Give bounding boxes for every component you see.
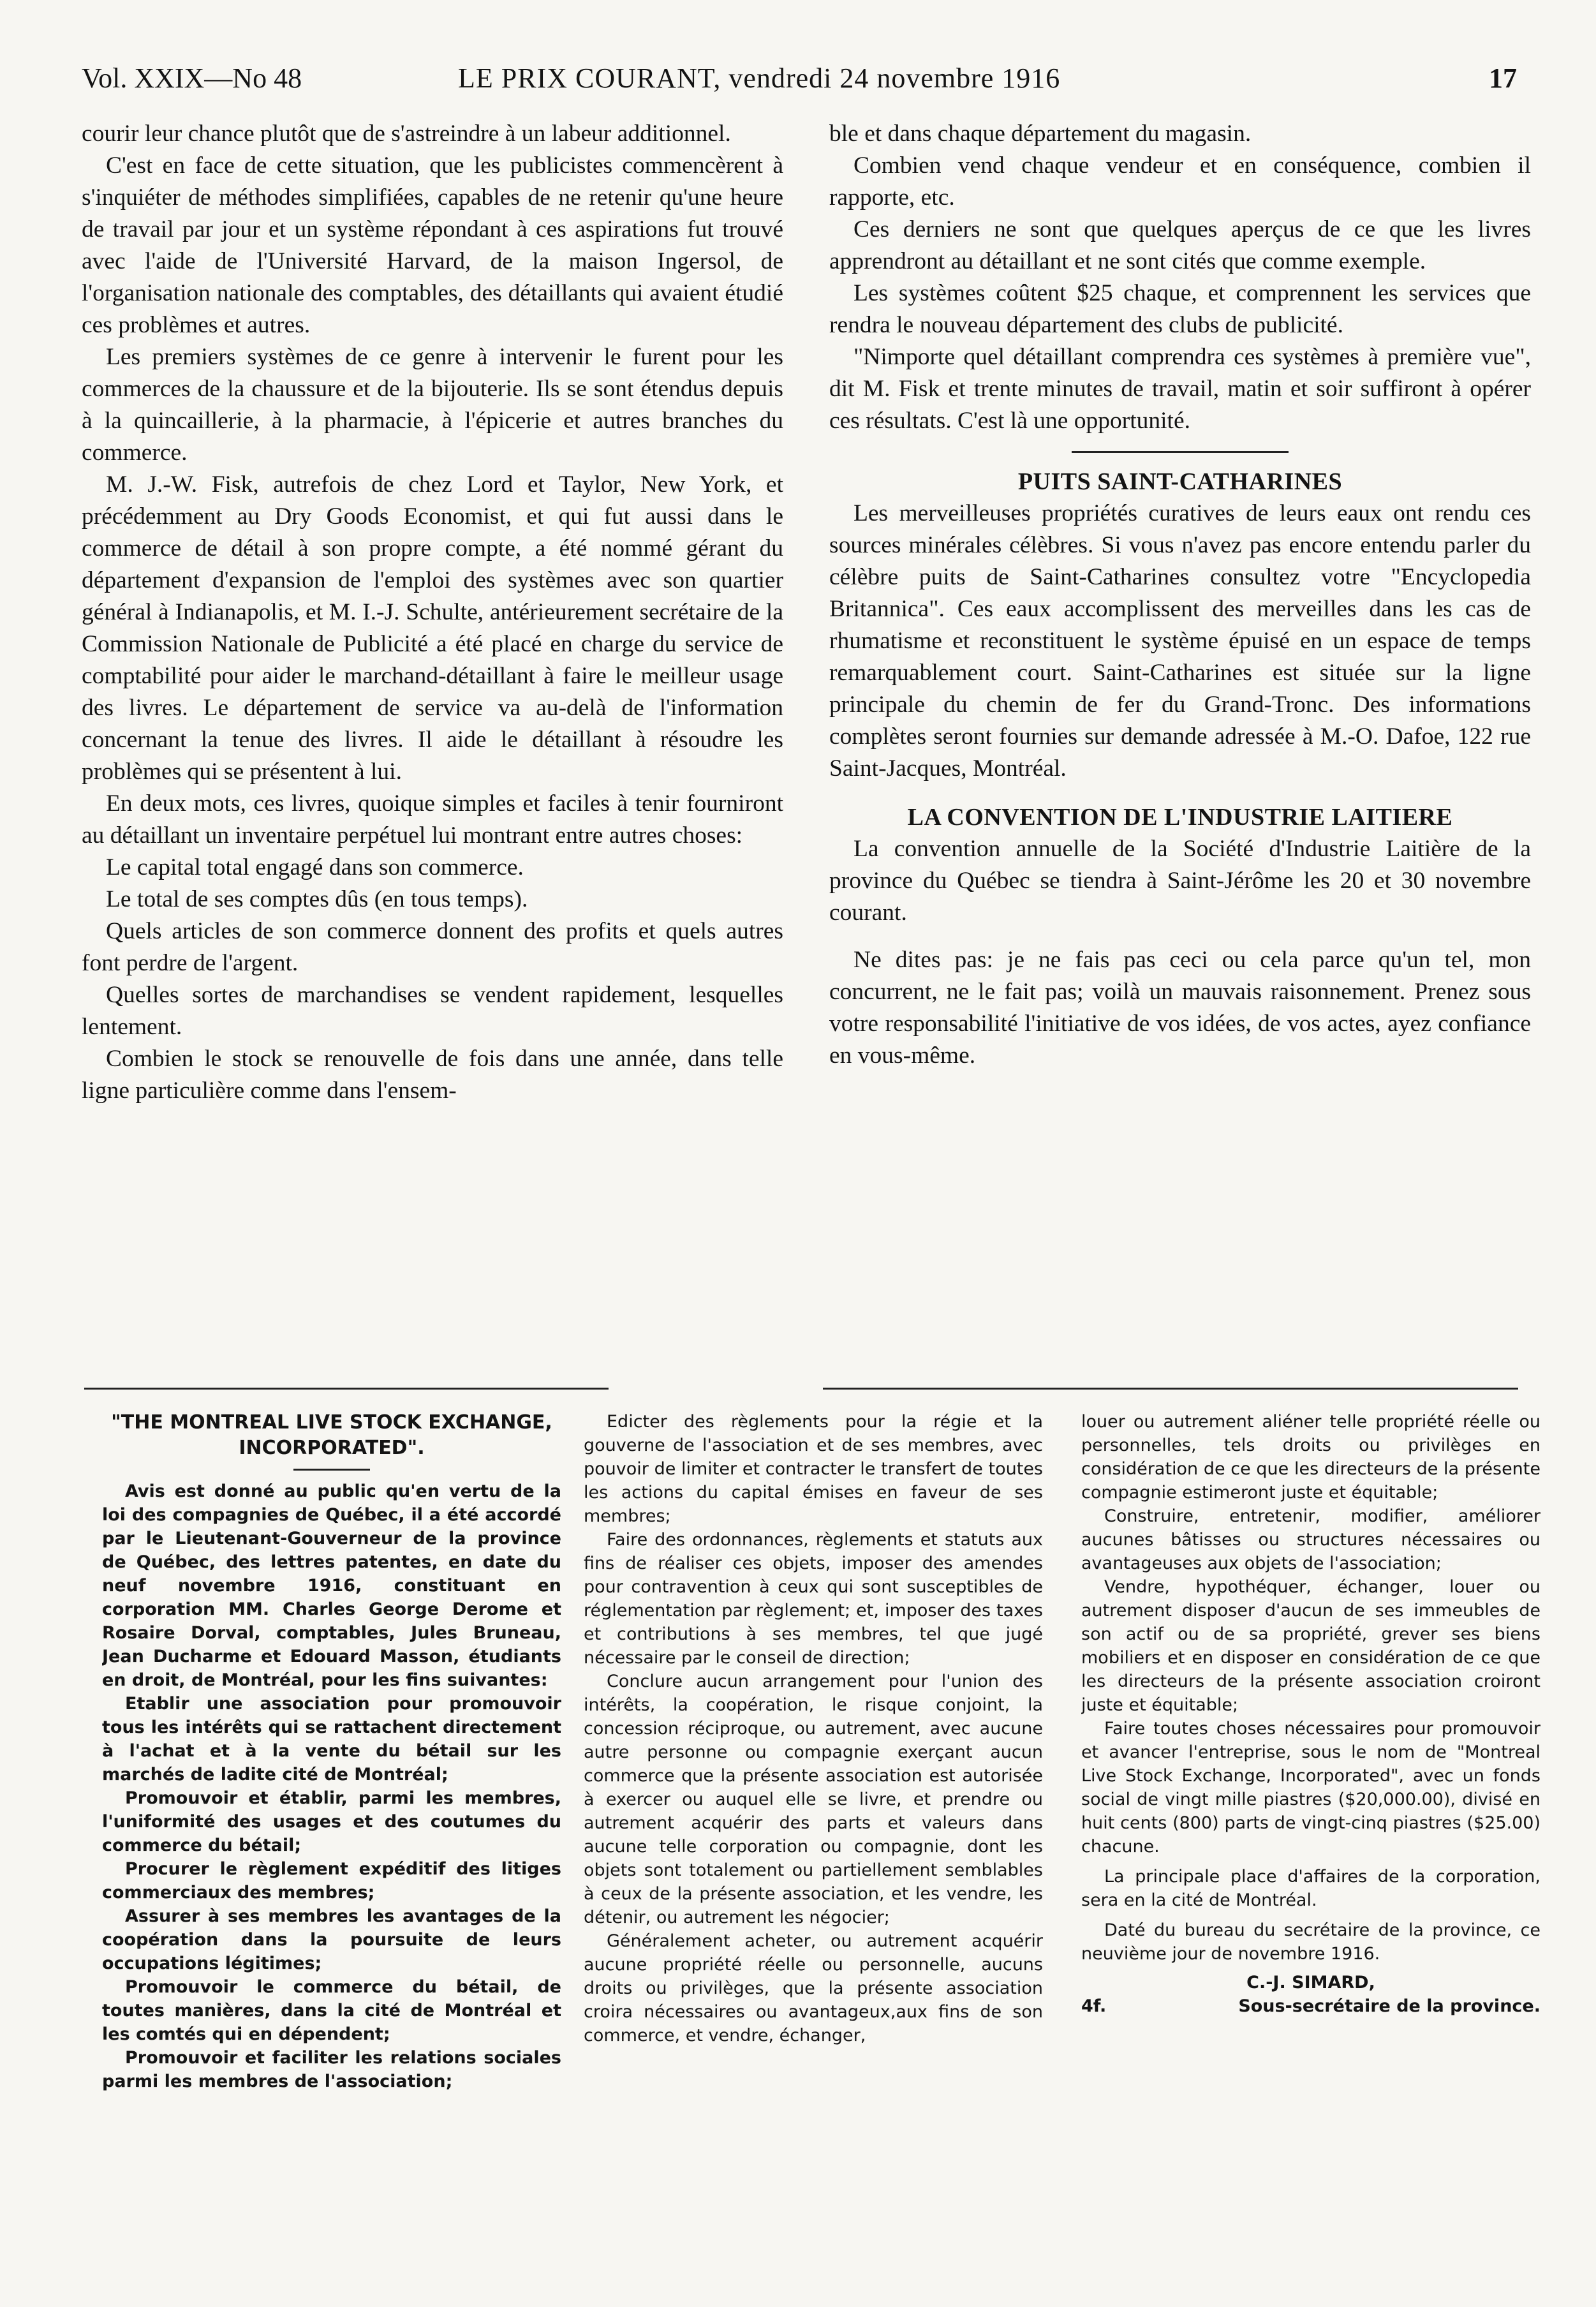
newspaper-title: LE PRIX COURANT, vendredi 24 novembre 1916 xyxy=(458,63,1061,94)
list-item: Le total de ses comptes dûs (en tous temps). xyxy=(106,886,528,912)
page-number: 17 xyxy=(1489,63,1517,94)
notice-paragraph: Edicter des règlements pour la régie et la gouverne de l'association et de ses membres, avec pouvoir de limiter et contracter le transfert de toutes les actions du capital émises en faveur de ses membres; xyxy=(584,1412,1043,1526)
paragraph: En deux mots, ces livres, quoique simples et faciles à tenir fourniront au détaillant un inventaire perpétuel lui montrant entre autres choses: xyxy=(82,790,783,849)
notice-paragraph: Avis est donné au public qu'en vertu de la loi des compagnies de Québec, il a été accordé par le Lieutenant-Gouverneur de la province de Québec, des lettres patentes, en date du neuf novembre 1916, constituant en corporation MM. Charles George Derome et Rosaire Dorval, comptables, Jules Bruneau, Jean Ducharme et Edouard Masson, étudiants en droit, de Montréal, pour les fins suivantes: xyxy=(102,1481,561,1690)
paragraph: C'est en face de cette situation, que les publicistes commencèrent à s'inquiéter de méthodes simplifiées, capables de ne retenir qu'une heure de travail par jour et un système répondant à ces aspirations fut trouvé avec l'aide de l'Université Harvard, de la maison Ingersol, de l'organisation nationale des comptables, des détaillants qui avaient étudié ces problèmes et autres. xyxy=(82,152,783,338)
notice-paragraph: Procurer le règlement expéditif des litiges commerciaux des membres; xyxy=(102,1859,561,1903)
volume-number: Vol. XXIX—No 48 xyxy=(82,63,302,94)
horizontal-divider xyxy=(84,1388,609,1390)
list-item: Le capital total engagé dans son commerce. xyxy=(106,854,524,880)
notice-paragraph: Faire des ordonnances, règlements et statuts aux fins de réaliser ces objets, imposer des amendes pour contravention à ceux qui sont susceptibles de réglementation par règlement; et, imposer des taxes et contributions à ses membres, tel que jugé nécessaire par le conseil de direction; xyxy=(584,1530,1043,1668)
section-divider xyxy=(1072,451,1289,453)
notice-column-3 xyxy=(1081,1410,1541,2278)
paragraph: La convention annuelle de la Société d'Industrie Laitière de la province du Québec se tiendra à Saint-Jérôme les 20 et 30 novembre courant. xyxy=(829,836,1531,926)
notice-paragraph: Conclure aucun arrangement pour l'union des intérêts, la coopération, le risque conjoint, la concession réciproque, ou autrement, avec aucune autre personne ou compagnie exerçant aucun commerce que la présente association est autorisée à exercer ou auquel elle se livre, et prendre ou autrement acquérir des parts et valeurs dans aucune telle corporation ou compagnie, dont les objets sont totalement ou partiellement semblables à ceux de la présente association, et les vendre, les détenir, ou autrement les négocier; xyxy=(584,1672,1043,1927)
notice-paragraph: La principale place d'affaires de la corporation, sera en la cité de Montréal. xyxy=(1081,1867,1541,1910)
list-item: Combien le stock se renouvelle de fois dans une année, dans telle ligne particulière comme dans l'ensem- xyxy=(82,1046,783,1104)
page-header xyxy=(82,56,1517,101)
notice-paragraph: Etablir une association pour promouvoir tous les intérêts qui se rattachent directement à l'achat et à la vente du bétail sur les marchés de ladite cité de Montréal; xyxy=(102,1694,561,1784)
notice-paragraph: Promouvoir et établir, parmi les membres, l'uniformité des usages et des coutumes du commerce du bétail; xyxy=(102,1788,561,1855)
notice-paragraph: Vendre, hypothéquer, échanger, louer ou autrement disposer d'aucun de ses immeubles de son actif ou de sa propriété, grever ses biens mobiliers et en disposer en considération de ce que les directeurs de la présente association croiront juste et équitable; xyxy=(1081,1577,1541,1715)
notice-number: 4f. xyxy=(1081,1996,1107,2016)
paragraph: ble et dans chaque département du magasin. xyxy=(829,121,1252,147)
paragraph: Les merveilleuses propriétés curatives de leurs eaux ont rendu ces sources minérales célèbres. Si vous n'avez pas encore entendu parler du célèbre puits de Saint-Catharines consultez votre "Encyclopedia Britannica". Ces eaux accomplissent des merveilles dans les cas de rhumatisme et reconstituent le système épuisé en un espace de temps remarquablement court. Saint-Catharines est située sur la ligne principale du chemin de fer du Grand-Tronc. Des informations complètes seront fournies sur demande adressée à M.-O. Dafoe, 122 rue Saint-Jacques, Montréal. xyxy=(829,500,1531,782)
section-heading-convention: LA CONVENTION DE L'INDUSTRIE LAITIERE xyxy=(907,804,1453,831)
notice-paragraph: Généralement acheter, ou autrement acquérir aucune propriété réelle ou personnelle, aucuns droits ou privilèges, que la présente association croira nécessaires ou avantageux,aux fins de son commerce, et vendre, échanger, xyxy=(584,1931,1043,2045)
notice-paragraph: Promouvoir le commerce du bétail, de toutes manières, dans la cité de Montréal et les comtés qui en dépendent; xyxy=(102,1977,561,2044)
right-article-column xyxy=(829,118,1531,1346)
notice-paragraph: Faire toutes choses nécessaires pour promouvoir et avancer l'entreprise, sous le nom de "Montreal Live Stock Exchange, Incorporated", avec un fonds social de vingt mille piastres ($20,000.00), divisé en huit cents (800) parts de vingt-cinq piastres ($25.00) chacune. xyxy=(1081,1719,1541,1857)
paragraph: Ces derniers ne sont que quelques aperçus de ce que les livres apprendront au détaillant et ne sont cités que comme exemple. xyxy=(829,216,1531,274)
paragraph: Combien vend chaque vendeur et en conséquence, combien il rapporte, etc. xyxy=(829,152,1531,211)
paragraph: "Nimporte quel détaillant comprendra ces systèmes à première vue", dit M. Fisk et trente minutes de travail, matin et soir suffiront à opérer ces résultats. C'est là une opportunité. xyxy=(829,344,1531,434)
notice-paragraph: louer ou autrement aliéner telle propriété réelle ou personnelles, tels droits ou privilèges en considération de ce que les directeurs de la présente compagnie estimeront juste et équitable; xyxy=(1081,1412,1541,1502)
paragraph: Les systèmes coûtent $25 chaque, et comprennent les services que rendra le nouveau département des clubs de publicité. xyxy=(829,280,1531,338)
section-heading-puits: PUITS SAINT-CATHARINES xyxy=(1017,468,1343,495)
paragraph: Ne dites pas: je ne fais pas ceci ou cela parce qu'un tel, mon concurrent, ne le fait pas; voilà un mauvais raisonnement. Prenez sous votre responsabilité l'initiative de vos idées, de vos actes, ayez confiance en vous-même. xyxy=(829,947,1531,1069)
notice-column-1 xyxy=(102,1410,561,2278)
notice-paragraph: Promouvoir et faciliter les relations sociales parmi les membres de l'association; xyxy=(102,2048,561,2091)
notice-paragraph: Daté du bureau du secrétaire de la province, ce neuvième jour de novembre 1916. xyxy=(1081,1920,1541,1964)
notice-column-2 xyxy=(584,1410,1043,2278)
list-item: Quelles sortes de marchandises se vendent rapidement, lesquelles lentement. xyxy=(82,982,783,1040)
paragraph: Les premiers systèmes de ce genre à intervenir le furent pour les commerces de la chaussure et de la bijouterie. Ils se sont étendus depuis à la quincaillerie, à la pharmacie, à l'épicerie et autres branches du commerce. xyxy=(82,344,783,466)
paragraph: courir leur chance plutôt que de s'astreindre à un labeur additionnel. xyxy=(82,121,731,147)
paragraph: M. J.-W. Fisk, autrefois de chez Lord et Taylor, New York, et précédemment au Dry Goods Economist, et qui fut aussi dans le commerce de détail à son propre compte, a été nommé gérant du département d'expansion de l'emploi des systèmes avec son quartier général à Indianapolis, et M. I.-J. Schulte, antérieurement secrétaire de la Commission Nationale de Publicité a été placé en charge du service de comptabilité pour aider le marchand-détaillant à faire le meilleur usage des livres. Le département de service va au-delà de l'information concernant la tenue des livres. Il aide le détaillant à résoudre les problèmes qui se présentent à lui. xyxy=(82,471,783,785)
signature-role: Sous-secrétaire de la province. xyxy=(1238,1996,1541,2016)
list-item: Quels articles de son commerce donnent des profits et quels autres font perdre de l'argent. xyxy=(82,918,783,976)
signature-line xyxy=(1081,1994,1541,2020)
notice-title: "THE MONTREAL LIVE STOCK EXCHANGE, INCORPORATED". xyxy=(111,1411,552,1459)
title-divider xyxy=(293,1469,370,1471)
left-article-column xyxy=(82,118,783,1346)
horizontal-divider xyxy=(823,1388,1518,1390)
notice-paragraph: Assurer à ses membres les avantages de la coopération dans la poursuite de leurs occupations légitimes; xyxy=(102,1906,561,1973)
signature-name: C.-J. SIMARD, xyxy=(1246,1973,1375,1992)
notice-paragraph: Construire, entretenir, modifier, améliorer aucunes bâtisses ou structures nécessaires ou avantageuses aux objets de l'association; xyxy=(1081,1506,1541,1573)
